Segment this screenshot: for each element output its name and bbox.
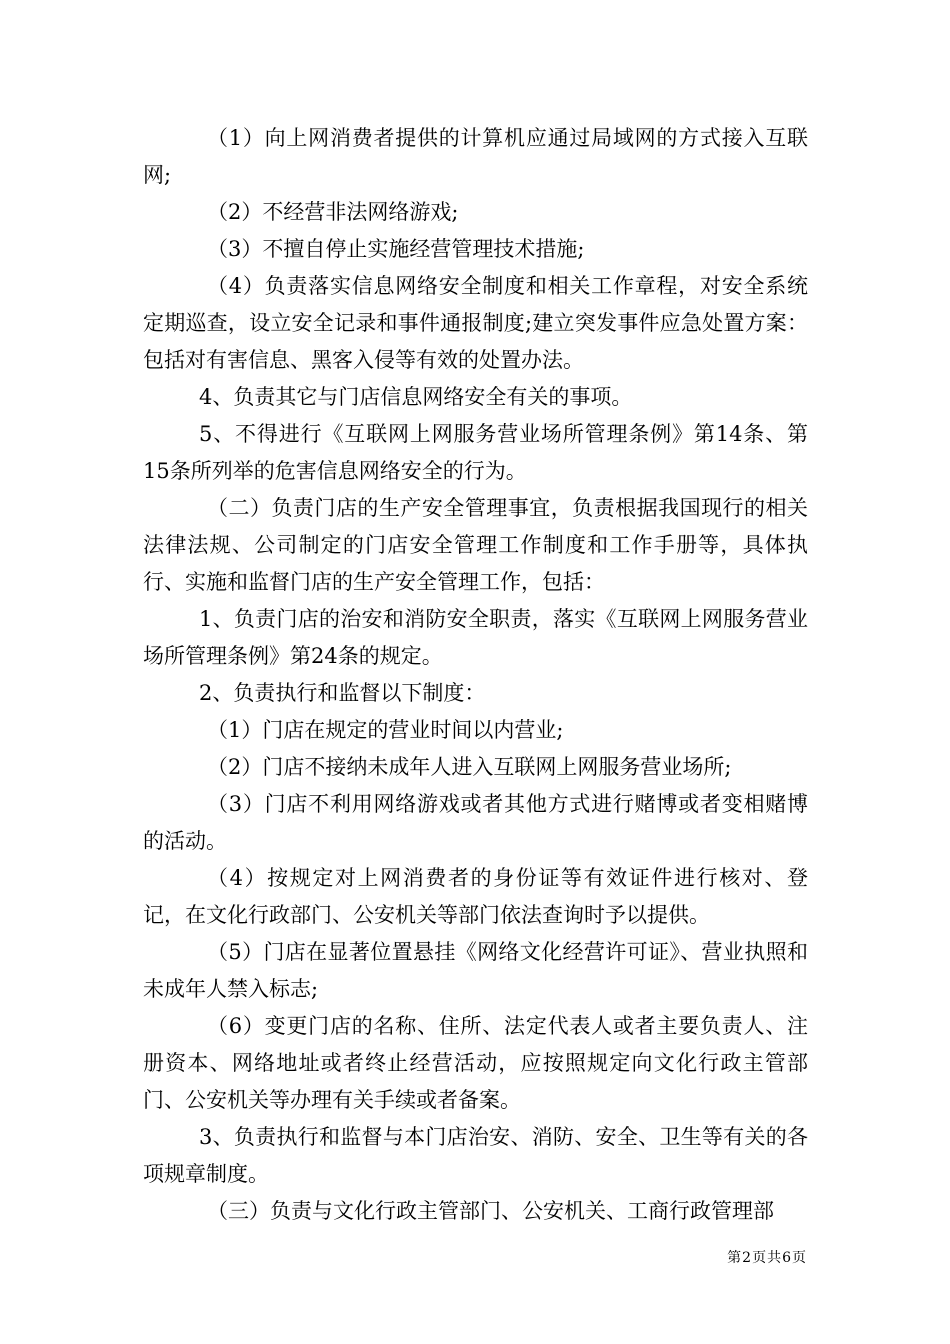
document-body xyxy=(143,120,808,1230)
paragraph: 5、不得进行《互联网上网服务营业场所管理条例》第14条、第15条所列举的危害信息网络安全的行为。 xyxy=(143,422,808,483)
paragraph: 3、负责执行和监督与本门店治安、消防、安全、卫生等有关的各项规章制度。 xyxy=(143,1125,808,1186)
paragraph: 1、负责门店的治安和消防安全职责，落实《互联网上网服务营业场所管理条例》第24条的规定。 xyxy=(143,607,808,668)
paragraph: （6）变更门店的名称、住所、法定代表人或者主要负责人、注册资本、网络地址或者终止经营活动，应按照规定向文化行政主管部门、公安机关等办理有关手续或者备案。 xyxy=(143,1014,808,1112)
paragraph: （1）向上网消费者提供的计算机应通过局域网的方式接入互联网; xyxy=(143,126,808,187)
page-number: 第2页共6页 xyxy=(727,1250,807,1266)
paragraph: （4）负责落实信息网络安全制度和相关工作章程，对安全系统定期巡查，设立安全记录和事件通报制度;建立突发事件应急处置方案：包括对有害信息、黑客入侵等有效的处置办法。 xyxy=(143,274,808,372)
paragraph: （3）不擅自停止实施经营管理技术措施; xyxy=(207,237,585,261)
paragraph: （5）门店在显著位置悬挂《网络文化经营许可证》、营业执照和未成年人禁入标志; xyxy=(143,940,808,1001)
paragraph: （二）负责门店的生产安全管理事宜，负责根据我国现行的相关法律法规、公司制定的门店安全管理工作制度和工作手册等，具体执行、实施和监督门店的生产安全管理工作，包括： xyxy=(143,496,808,594)
paragraph: （1）门店在规定的营业时间以内营业; xyxy=(207,718,564,742)
paragraph: 4、负责其它与门店信息网络安全有关的事项。 xyxy=(199,385,633,409)
paragraph: （2）不经营非法网络游戏; xyxy=(207,200,459,224)
paragraph: （三）负责与文化行政主管部门、公安机关、工商行政管理部 xyxy=(207,1199,774,1223)
paragraph: （4）按规定对上网消费者的身份证等有效证件进行核对、登记，在文化行政部门、公安机关等部门依法查询时予以提供。 xyxy=(143,866,808,927)
paragraph: （2）门店不接纳未成年人进入互联网上网服务营业场所; xyxy=(207,755,732,779)
paragraph: （3）门店不利用网络游戏或者其他方式进行赌博或者变相赌博的活动。 xyxy=(143,792,808,853)
paragraph: 2、负责执行和监督以下制度： xyxy=(199,681,486,705)
